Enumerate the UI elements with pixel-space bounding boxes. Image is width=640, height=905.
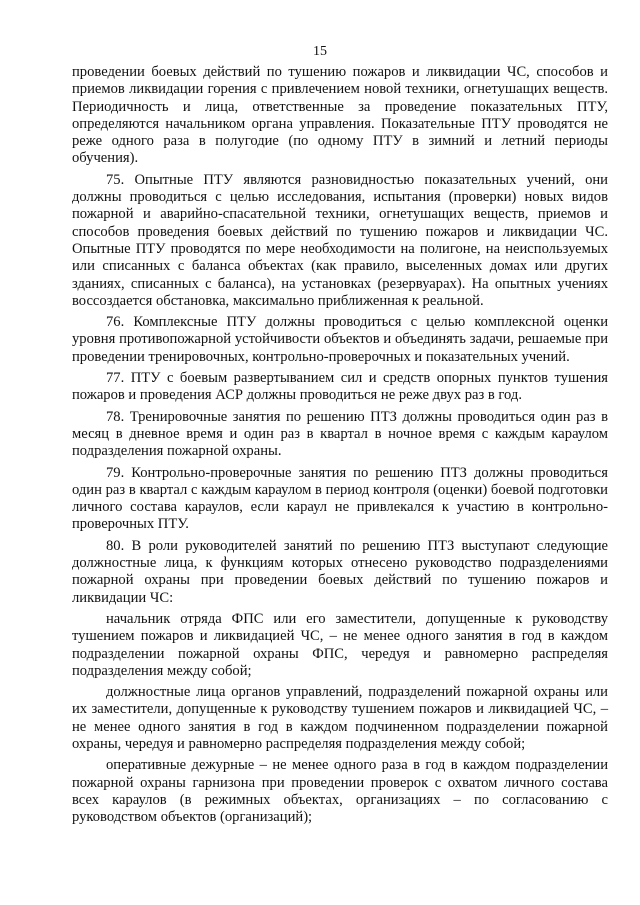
list-item-officials: должностные лица органов управлений, подразделений пожарной охраны или их заместители, допущенные к руководству тушением пожаров и ликвидацией ЧС, – не менее одного занятия в год в каждом подчиненном подразделении пожарной охраны, чередуя и равномерно распределяя подразделения между собой;	[72, 684, 608, 752]
document-body	[72, 64, 608, 830]
paragraph-continuation: проведении боевых действий по тушению пожаров и ликвидации ЧС, способов и приемов ликвидации горения с привлечением новой техники, огнетушащих веществ. Периодичность и лица, ответственные за проведение показательных ПТУ, определяются начальником органа управления. Показательные ПТУ проводятся не реже одного раза в полугодие (по одному ПТУ в зимний и летний периоды обучения).	[72, 64, 608, 167]
paragraph-79: 79. Контрольно-проверочные занятия по решению ПТЗ должны проводиться один раз в квартал с каждым караулом в период контроля (оценки) боевой подготовки личного состава караулов, если караул не привлекался к участию в контрольно-проверочных ПТУ.	[72, 464, 608, 533]
paragraph-80: 80. В роли руководителей занятий по решению ПТЗ выступают следующие должностные лица, к функциям которых отнесено руководство подразделениями пожарной охраны при проведении боевых действий по тушению пожаров и ликвидации ЧС:	[72, 537, 608, 606]
page-number: 15	[313, 44, 327, 59]
paragraph-77: 77. ПТУ с боевым развертыванием сил и средств опорных пунктов тушения пожаров и проведения АСР должны проводиться не реже двух раз в год.	[72, 370, 608, 404]
list-item-duty-officers: оперативные дежурные – не менее одного раза в год в каждом подразделении пожарной охраны гарнизона при проведении проверок с охватом личного состава всех караулов (в режимных объектах, организациях – по согласованию с руководством объектов (организаций);	[72, 757, 608, 826]
paragraph-76: 76. Комплексные ПТУ должны проводиться с целью комплексной оценки уровня противопожарной устойчивости объектов и объединять задачи, решаемые при проведении тренировочных, контрольно-проверочных и показательных учений.	[72, 314, 608, 365]
paragraph-75: 75. Опытные ПТУ являются разновидностью показательных учений, они должны проводиться с целью исследования, испытания (проверки) новых видов пожарной и аварийно-спасательной техники, огнетушащих веществ, приемов и способов проведения боевых действий по тушению пожаров и ликвидации ЧС. Опытные ПТУ проводятся по мере необходимости на полигоне, на неиспользуемых или списанных с баланса объектах (как правило, выселенных домах или других зданиях, списанных с баланса), на установках (резервуарах). На опытных учениях воссоздается обстановка, максимально приближенная к реальной.	[72, 171, 608, 309]
list-item-fps-chief: начальник отряда ФПС или его заместители, допущенные к руководству тушением пожаров и ликвидацией ЧС, – не менее одного занятия в год в каждом подразделении пожарной охраны ФПС, чередуя и равномерно распределяя подразделения между собой;	[72, 610, 608, 679]
paragraph-78: 78. Тренировочные занятия по решению ПТЗ должны проводиться один раз в месяц в дневное время и один раз в квартал в ночное время с каждым караулом подразделения пожарной охраны.	[72, 408, 608, 460]
